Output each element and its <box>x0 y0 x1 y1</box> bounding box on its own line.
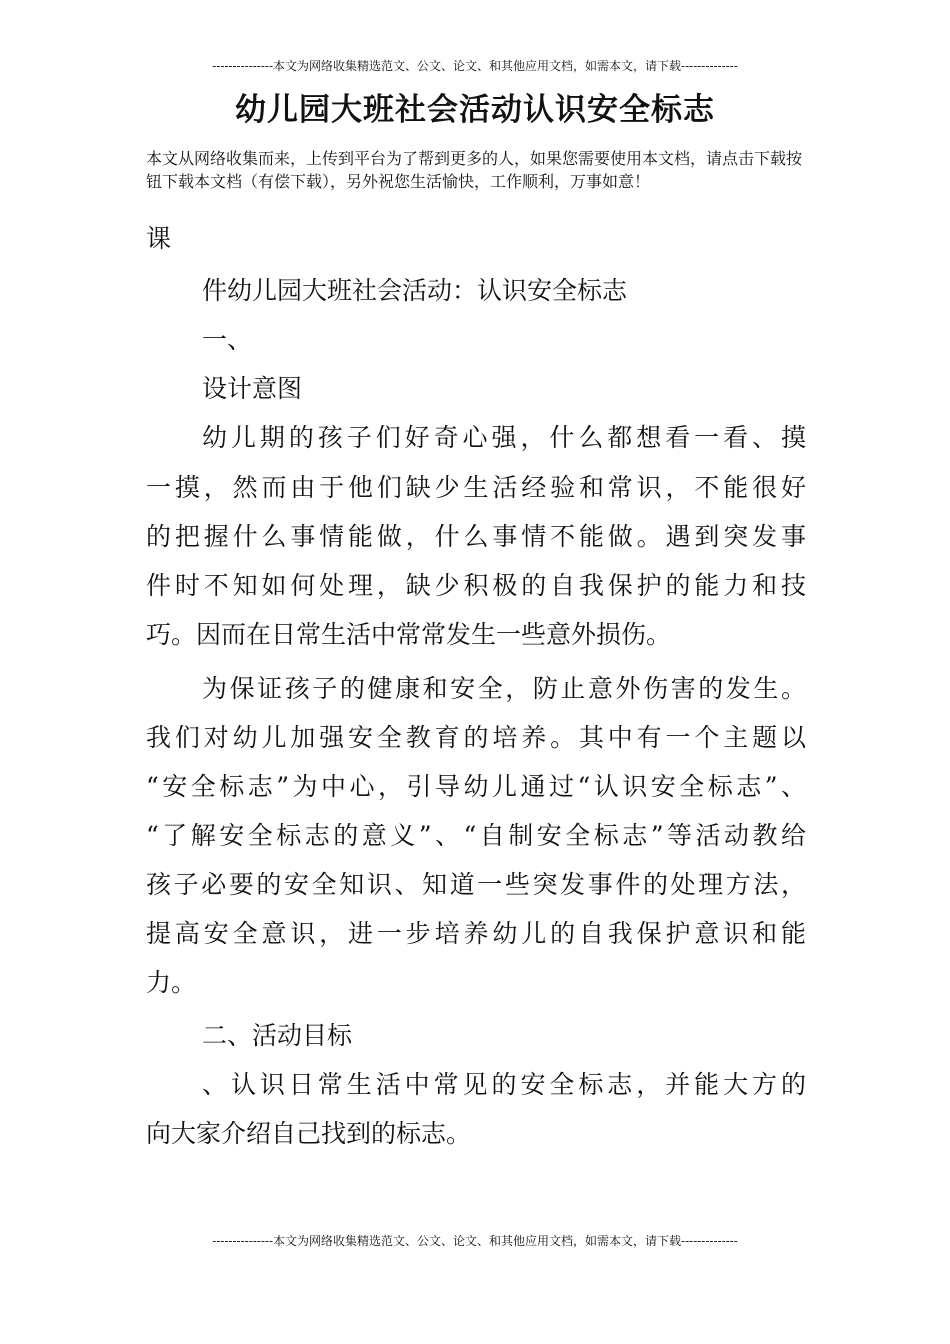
body-line: 向大家介绍自己找到的标志。 <box>146 1119 472 1148</box>
body-line: 一摸，然而由于他们缺少生活经验和常识，不能很好 <box>146 473 806 502</box>
body-line: 孩子必要的安全知识、知道一些突发事件的处理方法， <box>146 870 806 899</box>
body-line: 力。 <box>146 968 197 997</box>
body-line: “安全标志”为中心，引导幼儿通过“认识安全标志”、 <box>146 772 806 801</box>
body-line: 课 <box>146 224 172 253</box>
body-line: 件幼儿园大班社会活动：认识安全标志 <box>202 276 628 305</box>
body-line: 一、 <box>202 325 253 354</box>
intro-paragraph: 本文从网络收集而来，上传到平台为了帮到更多的人，如果您需要使用本文档，请点击下载按钮下载本文档（有偿下载），另外祝您生活愉快，工作顺利，万事如意！ <box>146 149 803 191</box>
document-title: 幼儿园大班社会活动认识安全标志 <box>235 92 715 128</box>
body-line: 设计意图 <box>202 374 303 403</box>
footer-note: ---------------本文为网络收集精选范文、公文、论文、和其他应用文档，如需本文，请下载-------------- <box>212 1234 738 1248</box>
body-line: 的把握什么事情能做，什么事情不能做。遇到突发事 <box>146 522 806 551</box>
body-line: 件时不知如何处理，缺少积极的自我保护的能力和技 <box>146 571 806 600</box>
body-line: 为保证孩子的健康和安全，防止意外伤害的发生。 <box>202 674 806 703</box>
body-line: 巧。因而在日常生活中常常发生一些意外损伤。 <box>146 620 672 649</box>
header-note: ---------------本文为网络收集精选范文、公文、论文、和其他应用文档，如需本文，请下载-------------- <box>212 59 738 73</box>
body-line: 幼儿期的孩子们好奇心强，什么都想看一看、摸 <box>202 423 806 452</box>
body-line: 提高安全意识，进一步培养幼儿的自我保护意识和能 <box>146 919 806 948</box>
body-line: “了解安全标志的意义”、“自制安全标志”等活动教给 <box>146 821 806 850</box>
body-line: 我们对幼儿加强安全教育的培养。其中有一个主题以 <box>146 723 806 752</box>
body-line: 、认识日常生活中常见的安全标志，并能大方的 <box>202 1070 806 1099</box>
section-heading: 二、活动目标 <box>202 1021 353 1050</box>
